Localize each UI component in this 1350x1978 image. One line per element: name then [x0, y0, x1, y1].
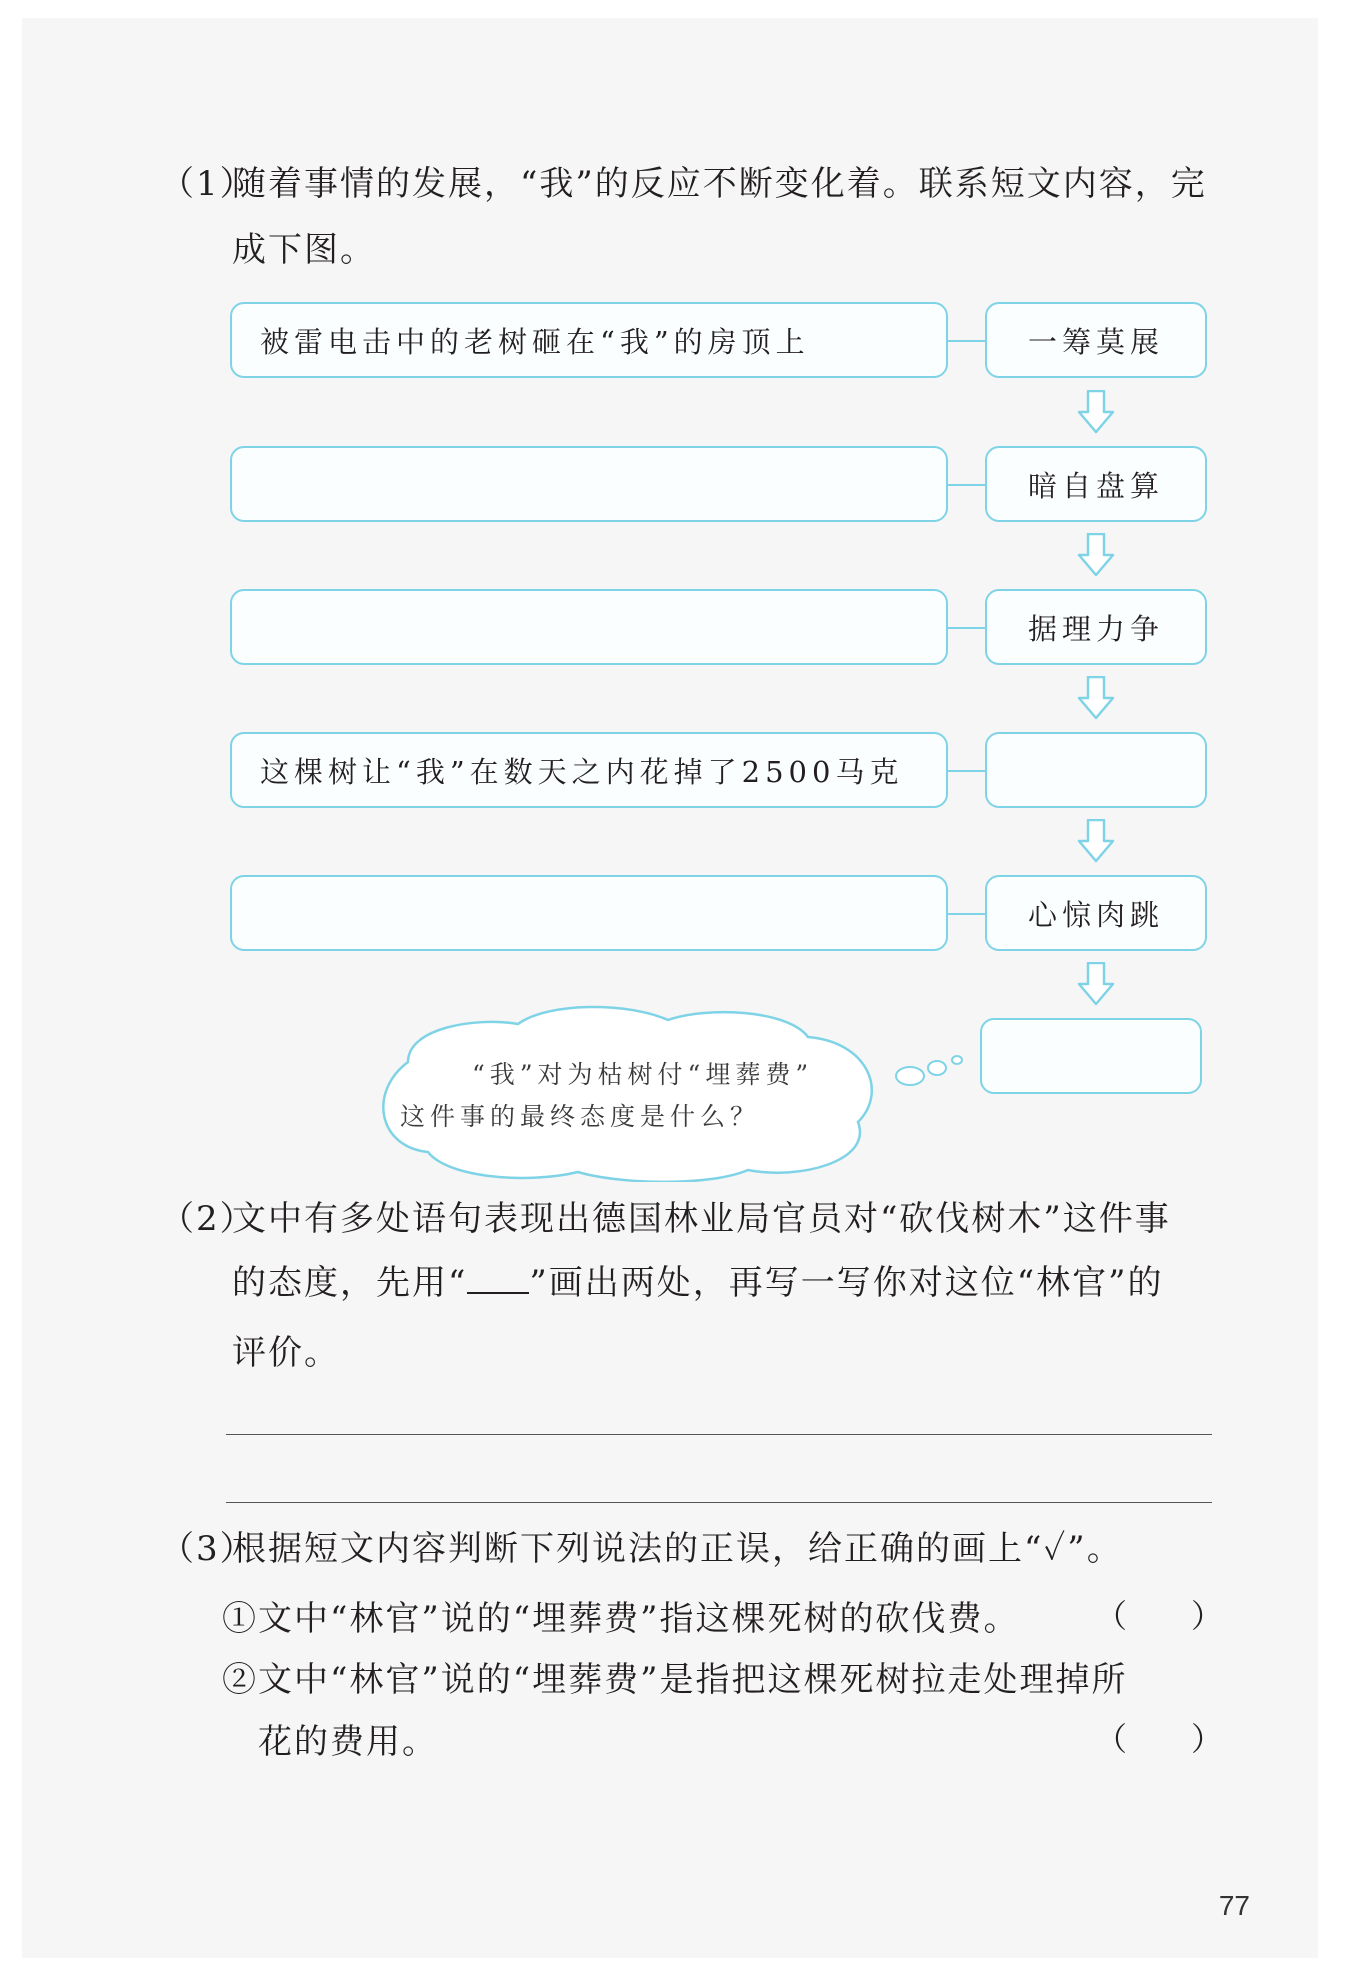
- answer-paren-2[interactable]: （ ）: [1095, 1720, 1224, 1758]
- answer-line-1[interactable]: [226, 1434, 1212, 1435]
- q3-instruction: 根据短文内容判断下列说法的正误，给正确的画上“✓”。: [232, 1529, 1123, 1569]
- reaction-box-5: 心惊肉跳: [985, 875, 1207, 951]
- q2-text-b: ”画出两处，再写一写你对这位“林官”的: [529, 1263, 1164, 1303]
- connector-line: [948, 484, 985, 486]
- thought-text-line1: “我”对为枯树付“埋葬费”: [472, 1060, 814, 1089]
- down-arrow-icon: [1077, 819, 1115, 863]
- q3-item2-line2: 花的费用。: [258, 1722, 438, 1762]
- thought-text-line2: 这件事的最终态度是什么？: [400, 1102, 761, 1131]
- connector-line: [948, 627, 985, 629]
- thought-bubble-dots-icon: [893, 1048, 973, 1088]
- q3-number: （3）: [160, 1529, 256, 1569]
- q3-item2-line1: ②文中“林官”说的“埋葬费”是指把这棵死树拉走处理掉所: [222, 1660, 1128, 1700]
- q1-text: 随着事情的发展，“我”的反应不断变化着。联系短文内容，完: [232, 164, 1207, 204]
- q1-number: （1）: [160, 164, 256, 204]
- page-number: 77: [1218, 1890, 1250, 1921]
- answer-paren-1[interactable]: （ ）: [1095, 1597, 1224, 1635]
- final-attitude-box[interactable]: [980, 1018, 1202, 1094]
- q2-line3: 评价。: [232, 1333, 340, 1373]
- q2-text: 文中有多处语句表现出德国林业局官员对“砍伐树木”这件事: [232, 1199, 1171, 1239]
- event-box-4: 这棵树让“我”在数天之内花掉了2500马克: [230, 732, 948, 808]
- answer-line-2[interactable]: [226, 1502, 1212, 1503]
- reaction-box-3: 据理力争: [985, 589, 1207, 665]
- down-arrow-icon: [1077, 533, 1115, 577]
- connector-line: [948, 913, 985, 915]
- q2-line1: [160, 1188, 1171, 1250]
- event-box-3[interactable]: [230, 589, 948, 665]
- q1-line2: 成下图。: [232, 230, 376, 270]
- q2-number: （2）: [160, 1199, 256, 1239]
- event-box-5[interactable]: [230, 875, 948, 951]
- thought-cloud: [368, 1002, 888, 1182]
- reaction-box-2: 暗自盘算: [985, 446, 1207, 522]
- q2-text-a: 的态度，先用“: [232, 1263, 468, 1303]
- event-box-1: 被雷电击中的老树砸在“我”的房顶上: [230, 302, 948, 378]
- down-arrow-icon: [1077, 676, 1115, 720]
- event-box-2[interactable]: [230, 446, 948, 522]
- q1-line1: [160, 153, 1207, 215]
- q2-line2: [232, 1255, 1164, 1304]
- reaction-box-1: 一筹莫展: [985, 302, 1207, 378]
- reaction-box-4[interactable]: [985, 732, 1207, 808]
- down-arrow-icon: [1077, 390, 1115, 434]
- down-arrow-icon: [1077, 962, 1115, 1006]
- underline-symbol: [467, 1262, 529, 1294]
- connector-line: [948, 340, 985, 342]
- q3-item1: ①文中“林官”说的“埋葬费”指这棵死树的砍伐费。: [222, 1599, 1020, 1639]
- connector-line: [948, 770, 985, 772]
- q3-line1: [160, 1518, 1123, 1580]
